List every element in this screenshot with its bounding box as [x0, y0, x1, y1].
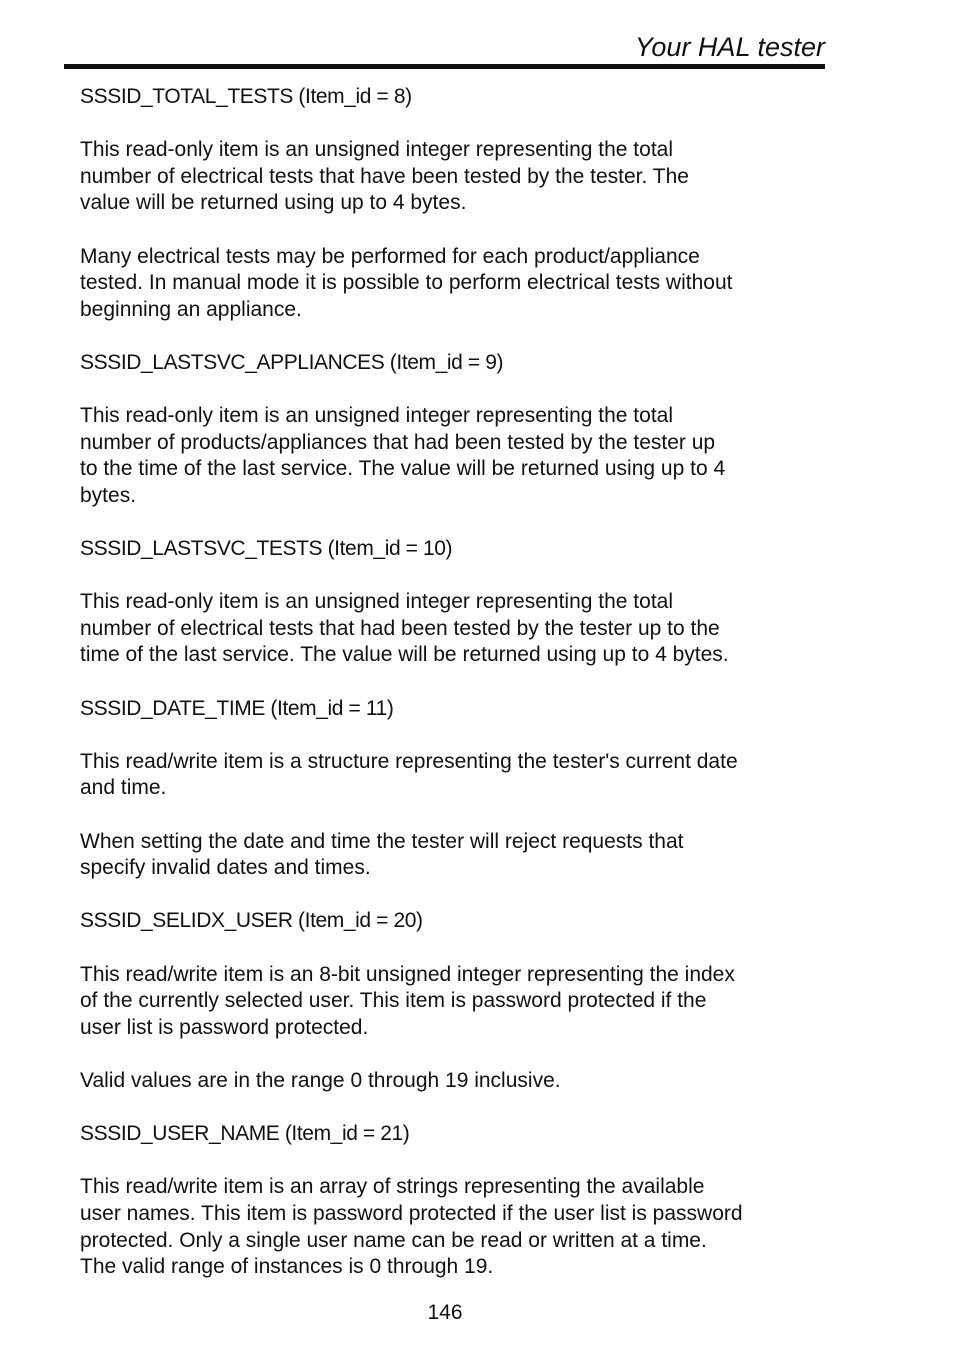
text-line: specify invalid dates and times.: [80, 856, 371, 880]
text-line: user names. This item is password protected if the user list is password: [80, 1201, 743, 1225]
text-line: number of products/appliances that had been tested by the tester up: [80, 430, 716, 454]
text-line: protected. Only a single user name can be read or written at a time.: [80, 1228, 707, 1252]
document-body: [80, 84, 820, 1307]
text-line: to the time of the last service. The value will be returned using up to 4: [80, 457, 726, 481]
section-heading: SSSID_DATE_TIME (Item_id = 11): [80, 696, 394, 720]
text-line: When setting the date and time the tester will reject requests that: [80, 829, 684, 853]
section-heading: SSSID_TOTAL_TESTS (Item_id = 8): [80, 85, 412, 108]
page-number: 146: [427, 1301, 463, 1324]
paragraph: [80, 244, 820, 324]
section-heading: SSSID_USER_NAME (Item_id = 21): [80, 1122, 410, 1146]
text-line: time of the last service. The value will be returned using up to 4 bytes.: [80, 643, 729, 667]
paragraph: [80, 403, 820, 509]
text-line: beginning an appliance.: [80, 297, 302, 321]
text-line: number of electrical tests that had been tested by the tester up to the: [80, 616, 720, 640]
section-heading: SSSID_LASTSVC_APPLIANCES (Item_id = 9): [80, 350, 504, 374]
section-heading: SSSID_LASTSVC_TESTS (Item_id = 10): [80, 537, 453, 561]
text-line: of the currently selected user. This item is password protected if the: [80, 989, 707, 1013]
paragraph: [80, 1068, 820, 1095]
text-line: Valid values are in the range 0 through 19 inclusive.: [80, 1068, 561, 1092]
text-line: This read/write item is an 8-bit unsigned integer representing the index: [80, 962, 735, 986]
text-line: user list is password protected.: [80, 1015, 369, 1039]
text-line: This read-only item is an unsigned integer representing the total: [80, 404, 674, 428]
section-heading: SSSID_SELIDX_USER (Item_id = 20): [80, 909, 423, 933]
paragraph: [80, 137, 820, 217]
text-line: and time.: [80, 776, 167, 800]
paragraph: [80, 749, 820, 802]
text-line: This read/write item is an array of strings representing the available: [80, 1175, 705, 1199]
text-line: bytes.: [80, 483, 137, 507]
paragraph: [80, 1174, 820, 1280]
paragraph: [80, 962, 820, 1042]
text-line: The valid range of instances is 0 through 19.: [80, 1255, 494, 1279]
paragraph: [80, 589, 820, 669]
paragraph: [80, 829, 820, 882]
text-line: This read-only item is an unsigned integer representing the total: [80, 590, 674, 614]
text-line: value will be returned using up to 4 bytes.: [80, 191, 467, 215]
text-line: Many electrical tests may be performed for each product/appliance: [80, 244, 700, 268]
text-line: This read-only item is an unsigned integer representing the total: [80, 138, 674, 162]
text-line: number of electrical tests that have been tested by the tester. The: [80, 164, 689, 188]
header-rule: [64, 64, 825, 69]
text-line: This read/write item is a structure representing the tester's current date: [80, 749, 738, 773]
text-line: tested. In manual mode it is possible to perform electrical tests without: [80, 271, 733, 295]
page-header-title: Your HAL tester: [634, 32, 825, 62]
